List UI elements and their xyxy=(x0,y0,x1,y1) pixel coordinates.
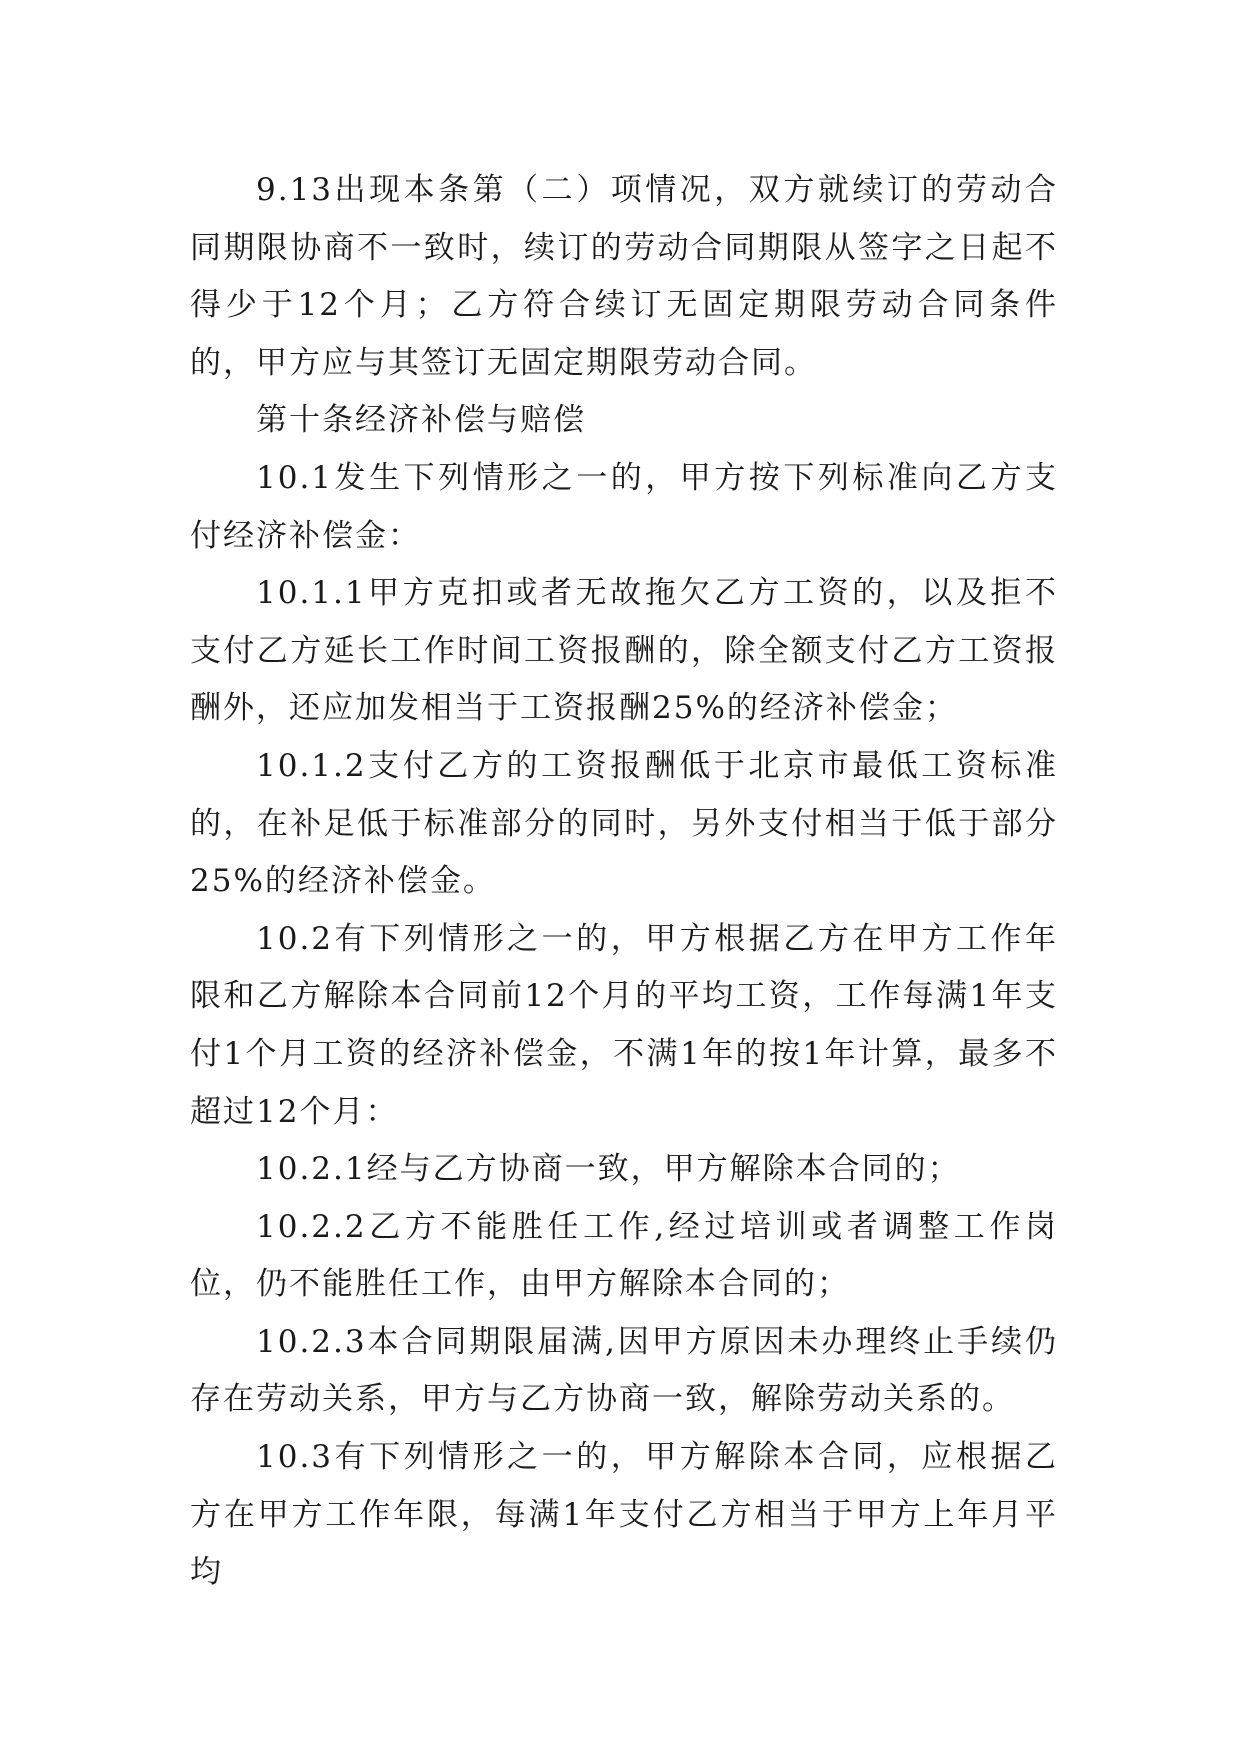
document-body xyxy=(190,162,1058,1602)
paragraph-10-2-2: 10.2.2乙方不能胜任工作,经过培训或者调整工作岗位，仍不能胜任工作，由甲方解除本合同的； xyxy=(190,1208,1058,1303)
paragraph-10-2: 10.2有下列情形之一的，甲方根据乙方在甲方工作年限和乙方解除本合同前12个月的平均工资，工作每满1年支付1个月工资的经济补偿金，不满1年的按1年计算，最多不超过12个月： xyxy=(190,920,1058,1130)
paragraph-10-2-1: 10.2.1经与乙方协商一致，甲方解除本合同的； xyxy=(256,1151,961,1188)
paragraph-10-1-2: 10.1.2支付乙方的工资报酬低于北京市最低工资标准的，在补足低于标准部分的同时，另外支付相当于低于部分25%的经济补偿金。 xyxy=(190,747,1058,900)
paragraph-10-3: 10.3有下列情形之一的，甲方解除本合同，应根据乙方在甲方工作年限，每满1年支付乙方相当于甲方上年月平均 xyxy=(190,1439,1058,1591)
paragraph-10-2-3: 10.2.3本合同期限届满,因甲方原因未办理终止手续仍存在劳动关系，甲方与乙方协商一致，解除劳动关系的。 xyxy=(190,1323,1058,1418)
paragraph-10-1: 10.1发生下列情形之一的，甲方按下列标准向乙方支付经济补偿金： xyxy=(190,459,1058,554)
paragraph-9-13: 9.13出现本条第（二）项情况，双方就续订的劳动合同期限协商不一致时，续订的劳动合同期限从签字之日起不得少于12个月；乙方符合续订无固定期限劳动合同条件的，甲方应与其签订无固定期限劳动合同。 xyxy=(190,172,1058,381)
section-heading-article-10: 第十条经济补偿与赔偿 xyxy=(256,402,586,439)
paragraph-10-1-1: 10.1.1甲方克扣或者无故拖欠乙方工资的，以及拒不支付乙方延长工作时间工资报酬的，除全额支付乙方工资报酬外，还应加发相当于工资报酬25%的经济补偿金； xyxy=(190,575,1058,727)
